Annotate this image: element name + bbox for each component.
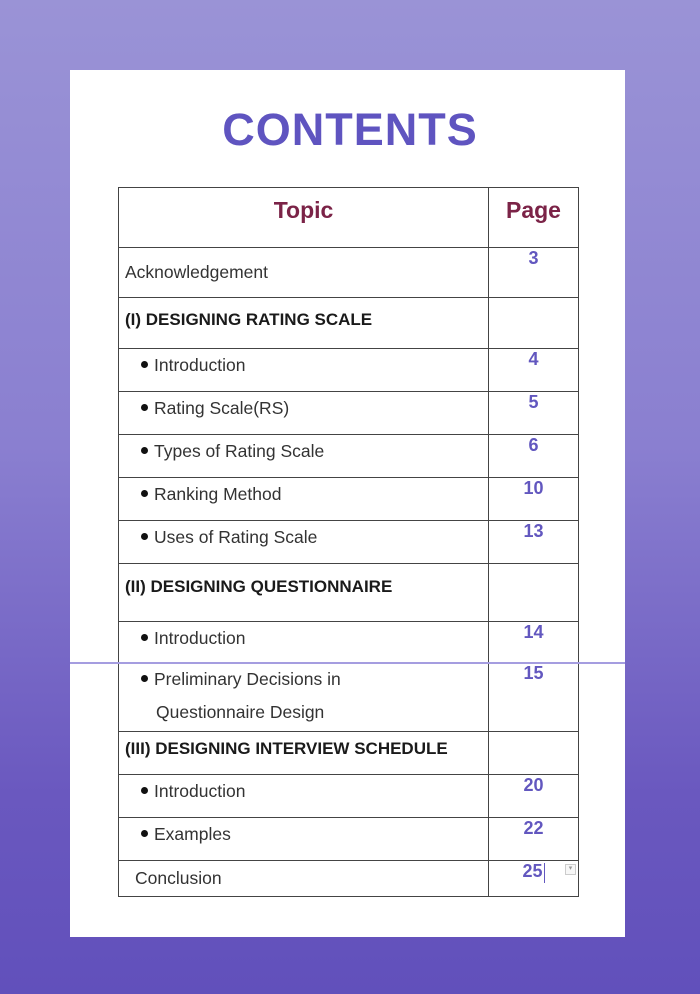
page-cell[interactable]: 3 bbox=[489, 248, 579, 298]
page-cell[interactable]: 5 bbox=[489, 392, 579, 435]
table-row bbox=[119, 392, 579, 435]
section-row bbox=[119, 298, 579, 349]
page-cell[interactable]: 13 bbox=[489, 521, 579, 564]
bullet-icon bbox=[141, 830, 148, 837]
contents-table bbox=[118, 187, 579, 897]
table-row bbox=[119, 478, 579, 521]
topic-cell[interactable]: Ranking Method bbox=[119, 478, 489, 521]
topic-cell[interactable]: Uses of Rating Scale bbox=[119, 521, 489, 564]
page-cell[interactable]: 22 bbox=[489, 818, 579, 861]
page-cell[interactable] bbox=[489, 564, 579, 622]
page-cell[interactable]: 20 bbox=[489, 775, 579, 818]
table-row bbox=[119, 521, 579, 564]
bullet-icon bbox=[141, 533, 148, 540]
topic-header: Topic bbox=[119, 188, 489, 248]
cell-options-handle-icon[interactable]: ▾ bbox=[565, 864, 576, 875]
topic-cell[interactable]: Conclusion bbox=[119, 861, 489, 897]
section-cell[interactable]: (III) DESIGNING INTERVIEW SCHEDULE bbox=[119, 732, 489, 775]
topic-cell[interactable]: Introduction bbox=[119, 349, 489, 392]
topic-cell[interactable]: Types of Rating Scale bbox=[119, 435, 489, 478]
text-cursor bbox=[544, 863, 545, 883]
table-row bbox=[119, 622, 579, 663]
table-header-row bbox=[119, 188, 579, 248]
section-row bbox=[119, 564, 579, 622]
topic-cell[interactable]: Examples bbox=[119, 818, 489, 861]
topic-cell[interactable]: Introduction bbox=[119, 775, 489, 818]
page-cell[interactable] bbox=[489, 732, 579, 775]
topic-cell[interactable]: Acknowledgement bbox=[119, 248, 489, 298]
page-break-line bbox=[70, 662, 625, 664]
bullet-icon bbox=[141, 787, 148, 794]
section-cell[interactable]: (I) DESIGNING RATING SCALE bbox=[119, 298, 489, 349]
table-row bbox=[119, 818, 579, 861]
page-cell[interactable]: 4 bbox=[489, 349, 579, 392]
topic-cell[interactable]: Rating Scale(RS) bbox=[119, 392, 489, 435]
bullet-icon bbox=[141, 447, 148, 454]
section-cell[interactable]: (II) DESIGNING QUESTIONNAIRE bbox=[119, 564, 489, 622]
table-row bbox=[119, 248, 579, 298]
topic-cell[interactable]: Introduction bbox=[119, 622, 489, 663]
table-row bbox=[119, 861, 579, 897]
page-cell-active[interactable]: 25 bbox=[489, 861, 579, 897]
page-cell[interactable] bbox=[489, 298, 579, 349]
bullet-icon bbox=[141, 675, 148, 682]
topic-cell[interactable]: Preliminary Decisions in Questionnaire Design bbox=[119, 663, 489, 732]
bullet-icon bbox=[141, 634, 148, 641]
bullet-icon bbox=[141, 361, 148, 368]
page-header: Page bbox=[489, 188, 579, 248]
page-cell[interactable]: 10 bbox=[489, 478, 579, 521]
table-row bbox=[119, 775, 579, 818]
bullet-icon bbox=[141, 490, 148, 497]
table-row bbox=[119, 663, 579, 732]
table-row bbox=[119, 435, 579, 478]
page-cell[interactable]: 14 bbox=[489, 622, 579, 663]
page-cell[interactable]: 15 bbox=[489, 663, 579, 732]
section-row bbox=[119, 732, 579, 775]
table-row bbox=[119, 349, 579, 392]
page-title: CONTENTS bbox=[222, 104, 478, 155]
bullet-icon bbox=[141, 404, 148, 411]
page-cell[interactable]: 6 bbox=[489, 435, 579, 478]
